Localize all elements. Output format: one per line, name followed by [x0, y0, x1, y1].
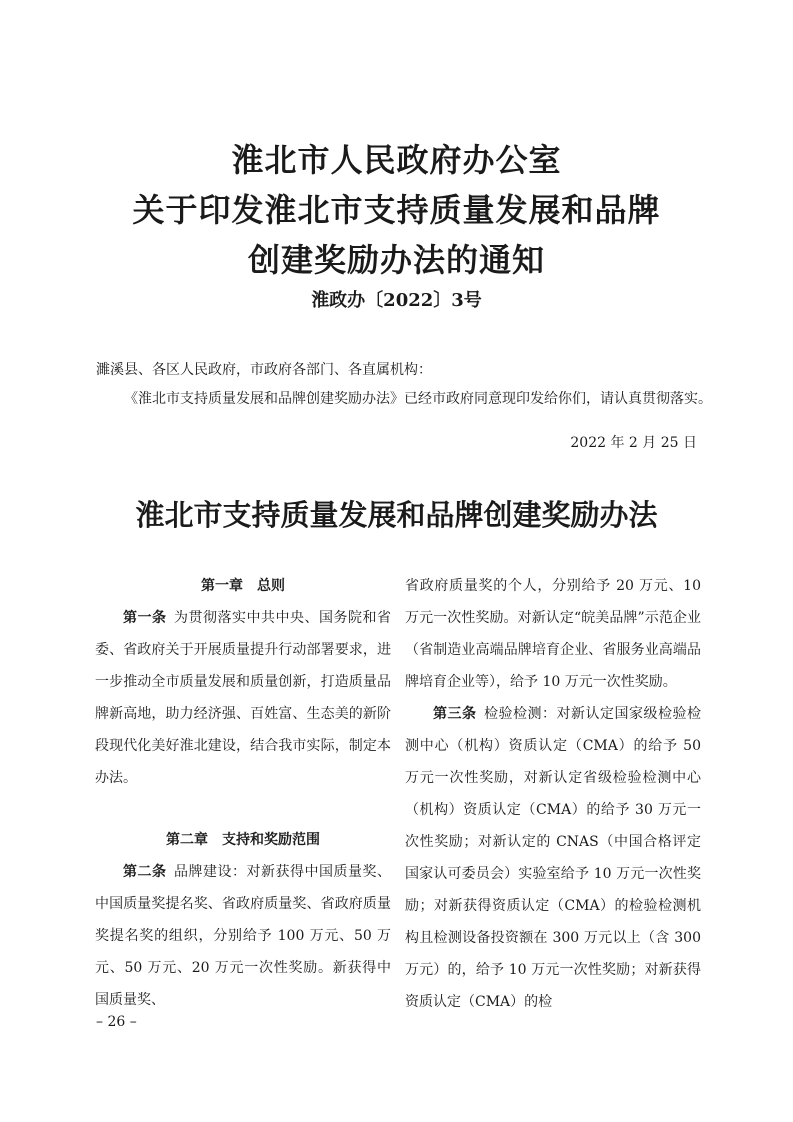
article-1-text: 为贯彻落实中共中央、国务院和省委、省政府关于开展质量提升行动部署要求，进一步推动全市质量发展和质量创新，打造质量品牌新高地，助力经济强、百姓富、生态美的新阶段现代化美好淮北建设，结合我市实际，制定本办法。: [95, 610, 391, 786]
chapter-2-heading: 第二章 支持和奖励范围: [166, 832, 320, 848]
article-2-continued: 省政府质量奖的个人，分别给予 20 万元、10 万元一次性奖励。对新认定“皖美品牌”示范企业（省制造业高端品牌培育企业、省服务业高端品牌培育企业等），给予 10 万元一次性奖励。: [405, 578, 701, 690]
section-gap: [95, 794, 391, 824]
left-column: [95, 570, 391, 1016]
article-3-label: 第三条: [433, 706, 477, 722]
article-2-label: 第二条: [123, 864, 167, 880]
document-number: 淮政办〔2022〕3号: [311, 290, 482, 311]
addressee: 濉溪县、各区人民政府，市政府各部门、各直属机构：: [96, 362, 432, 378]
article-1-label: 第一条: [123, 610, 167, 626]
article-2-text: 品牌建设：对新获得中国质量奖、中国质量奖提名奖、省政府质量奖、省政府质量奖提名奖的组织，分别给予 100 万元、50 万元、50 万元、20 万元一次性奖励。新获得中国质量奖、: [95, 864, 391, 1008]
notice-title-line-3: 创建奖励办法的通知: [247, 241, 545, 279]
article-3-text: 检验检测：对新认定国家级检验检测中心（机构）资质认定（CMA）的给予 50 万元一次性奖励，对新认定省级检验检测中心（机构）资质认定（CMA）的给予 30 万元一次性奖励；对新认定的 CNAS（中国合格评定国家认可委员会）实验室给予 10 万元一次性奖励；对新获得资质认定（CMA）的检验检测机构且检测设备投资额在 300 万元以上（含 300 万元）的，给予 10 万元一次性奖励；对新获得资质认定（CMA）的检: [405, 706, 701, 1010]
page-number: – 26 –: [96, 1014, 137, 1030]
article-2: [95, 856, 391, 1016]
regulation-title: 淮北市支持质量发展和品牌创建奖励办法: [135, 498, 658, 532]
notice-title-line-1: 淮北市人民政府办公室: [231, 141, 562, 179]
notice-title-line-2: 关于印发淮北市支持质量发展和品牌: [132, 191, 661, 229]
issue-date: 2022 年 2 月 25 日: [570, 435, 697, 451]
article-3: [405, 698, 701, 1018]
right-column: [405, 570, 701, 1018]
notice-body: 《淮北市支持质量发展和品牌创建奖励办法》已经市政府同意现印发给你们，请认真贯彻落实。: [124, 391, 712, 407]
article-1: [95, 602, 391, 794]
chapter-1-heading: 第一章 总则: [201, 578, 285, 594]
